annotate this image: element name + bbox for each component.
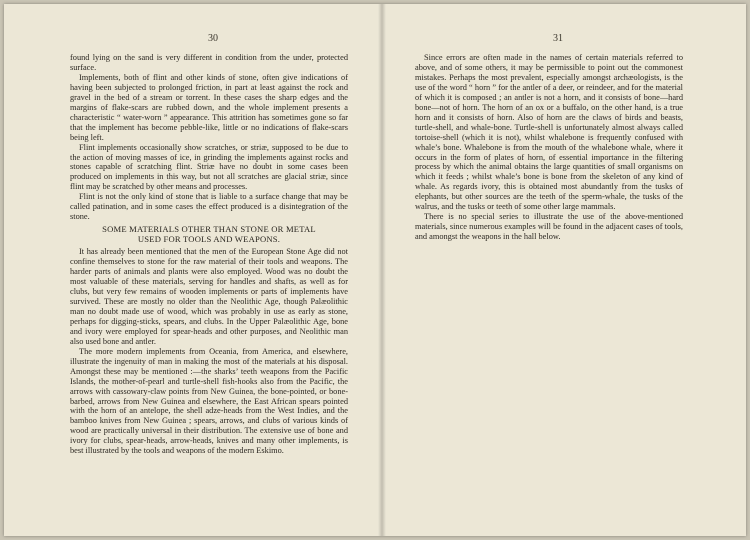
book-gutter (378, 4, 386, 536)
section-heading-line: USED FOR TOOLS AND WEAPONS. (137, 234, 281, 245)
paragraph: It has already been mentioned that the men of the European Stone Age did not confine themselves to stone for the raw material of their tools and weapons. The harder parts of animals and plants were also employed. Wood was no doubt the most valuable of these materials, serving for handles and shafts, as well as for clubs, but very few remains of wooden implements or parts of implements have survived. These are mostly no older than the Neolithic Age, though Palæolithic man no doubt made use of wood, which was probably in use as early as stone, perhaps for digging-sticks, spears, and clubs. In the Upper Palæolithic Age, bone and ivory were employed for spear-heads and other purposes, and Neolithic man also used bone and antler. (70, 247, 348, 346)
book-spread (4, 4, 746, 536)
right-page-body (415, 53, 683, 242)
left-page (4, 4, 378, 536)
section-heading-line: SOME MATERIALS OTHER THAN STONE OR METAL (102, 224, 316, 235)
left-page-body (70, 53, 348, 456)
paragraph: found lying on the sand is very different in condition from the under, protected surface. (70, 53, 348, 72)
paragraph: Flint is not the only kind of stone that is liable to a surface change that may be called patination, and in some cases the effect produced is a disintegration of the stone. (70, 192, 348, 222)
paragraph: Since errors are often made in the names of certain materials referred to above, and of some others, it may be permissible to point out the commonest mistakes. Perhaps the most prevalent, especially amongst archæologists, is the use of the word “ horn ” for the antler of a deer, or reindeer, and for the material of which it is composed ; an antler is not a horn, and it consists of bone—hard bone—not of horn. The horn of an ox or a buffalo, on the other hand, is a true horn and it consists of horn. Also of horn are the claws of birds and beasts, turtle-shell, and whale-bone. Turtle-shell is unfortunately almost always called tortoise-shell (which it is not), whilst whalebone is frequently confused with whale’s bone. Whalebone is from the mouth of the whalebone whale, where it occurs in the form of plates of horn, of essential importance in the filtering process by which the animal obtains the large quantities of small organisms on which it feeds ; whilst whale’s bone is bone from the skeleton of any kind of whale. As regards ivory, this is obtained most abundantly from the tusks of elephants, but other sources are the teeth of the sperm-whale, the tusks of the walrus, and the tusks or teeth of some other large mammals. (415, 53, 683, 212)
paragraph: The more modern implements from Oceania, from America, and elsewhere, illustrate the ingenuity of man in making the most of the materials at his disposal. Amongst these may be mentioned :—the sharks’ teeth weapons from the Pacific Islands, the mother-of-pearl and turtle-shell fish-hooks also from the Pacific, the arrows with cassowary-claw points from New Guinea, the bone-pointed, or bone-barbed, arrows from New Guinea and elsewhere, the East African spears pointed with the horn of an antelope, the shell adze-heads from the West Indies, and the bamboo knives from New Guinea ; spears, arrows, and clubs of various kinds of wood are practically universal in their distribution. The extensive use of bone and ivory for clubs, spear-heads, arrow-heads, knives and many other implements, is best illustrated by the tools and weapons of the modern Eskimo. (70, 346, 348, 456)
page-number: 31 (553, 33, 563, 44)
paragraph: Implements, both of flint and other kinds of stone, often give indications of having been subjected to prolonged friction, in part at least against the rock and gravel in the bed of a stream or torrent. In these cases the sharp edges and the margins of flake-scars are rubbed down, and the whole implement presents a characteristic “ water-worn ” appearance. This attrition has sometimes gone so far that the implement has become pebble-like, little or no indications of flake-scars being left. (70, 72, 348, 142)
page-number: 30 (208, 33, 218, 44)
section-heading (70, 224, 348, 244)
right-page (386, 4, 746, 536)
paragraph: There is no special series to illustrate the use of the above-mentioned materials, since numerous examples will be found in the adjacent cases of tools, and amongst the weapons in the hall below. (415, 212, 683, 242)
paragraph: Flint implements occasionally show scratches, or striæ, supposed to be due to the action of moving masses of ice, in grinding the implements against rocks and stones capable of scratching flint. Striæ have no doubt in some cases been produced on implements in this way, but not all scratches are glacial striæ, since flint may be scratched by other means and processes. (70, 142, 348, 192)
